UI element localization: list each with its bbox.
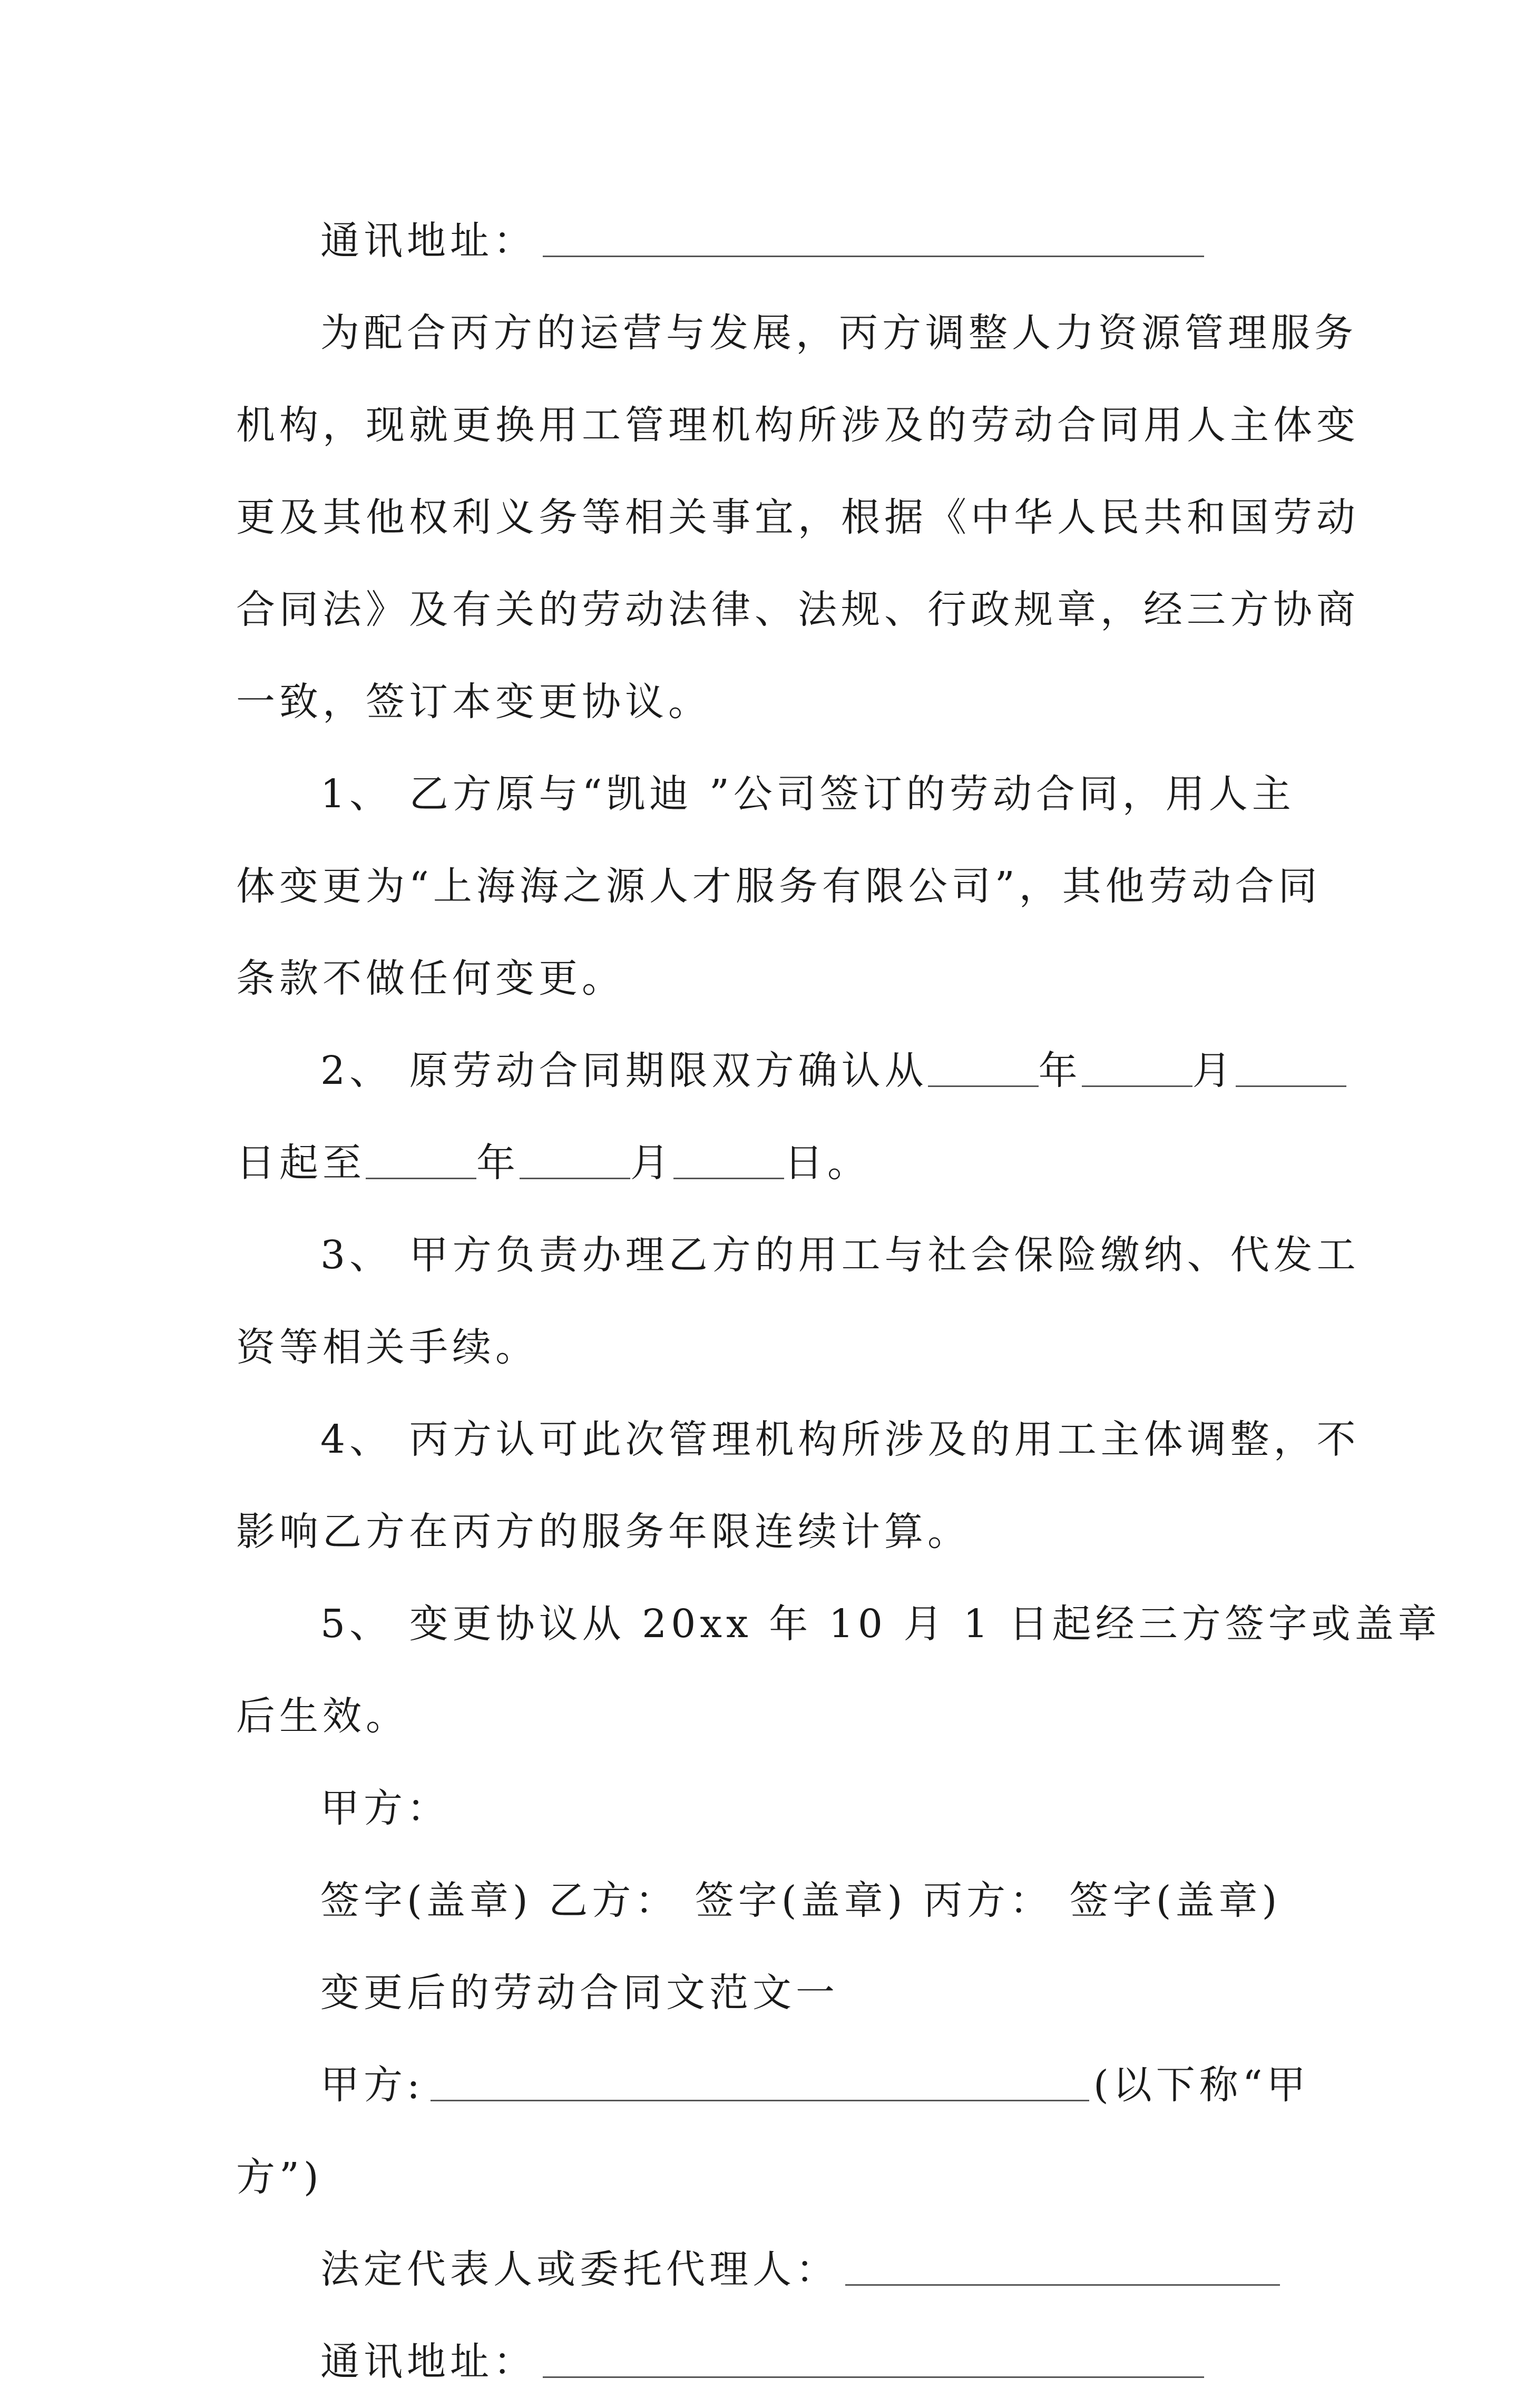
text-line: 更及其他权利义务等相关事宜，根据《中华人民共和国劳动 xyxy=(236,495,1360,540)
text-line: 5、 变更协议从 20xx 年 10 月 1 日起经三方签字或盖章 xyxy=(320,1601,1441,1647)
clause-3-line xyxy=(236,1301,1301,1394)
clause-4-line xyxy=(236,1486,1301,1578)
end-day-blank xyxy=(673,1139,784,1179)
section-heading xyxy=(236,1947,1301,2039)
party-a-name-line xyxy=(236,2131,1301,2224)
text-line: 4、 丙方认可此次管理机构所涉及的用工主体调整，不 xyxy=(320,1417,1360,1462)
clause-4-line xyxy=(236,1394,1360,1486)
year-unit: 年 xyxy=(1038,1048,1082,1093)
signature-line xyxy=(236,1855,1301,1947)
document-page xyxy=(236,195,1441,2408)
paragraph-intro-line xyxy=(236,564,1360,656)
text-line: 日起至 xyxy=(236,1140,366,1186)
address-blank xyxy=(543,217,1204,257)
clause-5-line xyxy=(236,1670,1301,1763)
month-unit: 月 xyxy=(1192,1048,1236,1093)
text-line: 后生效。 xyxy=(236,1694,409,1739)
clause-5-line xyxy=(236,1578,1441,1670)
party-a-label: 甲方: xyxy=(320,2062,424,2108)
paragraph-intro-line xyxy=(236,472,1360,564)
paragraph-intro-line xyxy=(236,287,1357,379)
text-line: 机构，现就更换用工管理机构所涉及的劳动合同用人主体变 xyxy=(236,403,1360,448)
text-line: 2、 原劳动合同期限双方确认从 xyxy=(320,1048,928,1093)
text-line: 3、 甲方负责办理乙方的用工与社会保险缴纳、代发工 xyxy=(320,1232,1360,1278)
text-line: 资等相关手续。 xyxy=(236,1325,539,1370)
paragraph-intro-line xyxy=(236,656,1301,748)
start-year-blank xyxy=(928,1046,1039,1087)
text-line: 方”) xyxy=(236,2155,323,2200)
clause-1-line xyxy=(236,840,1322,933)
party-a-name-line xyxy=(236,2039,1310,2131)
representative-label: 法定代表人或委托代理人： xyxy=(320,2247,839,2292)
clause-3-line xyxy=(236,1209,1360,1301)
address-line xyxy=(236,195,1301,287)
text-line: 1、 乙方原与“凯迪 ”公司签订的劳动合同，用人主 xyxy=(320,771,1295,817)
representative-line xyxy=(236,2224,1301,2316)
text-line: 条款不做任何变更。 xyxy=(236,956,625,1001)
start-month-blank xyxy=(1082,1046,1192,1087)
address-label: 通讯地址： xyxy=(320,2339,536,2384)
text-line: 为配合丙方的运营与发展，丙方调整人力资源管理服务 xyxy=(320,310,1357,356)
month-unit: 月 xyxy=(630,1140,673,1186)
day-unit: 日。 xyxy=(784,1140,871,1186)
year-unit: 年 xyxy=(476,1140,520,1186)
party-a-line xyxy=(236,1763,1301,1855)
text-line: 一致，签订本变更协议。 xyxy=(236,679,711,725)
text-line: 变更后的劳动合同文范文一 xyxy=(320,1970,839,2015)
clause-1-line xyxy=(236,748,1301,840)
address-label: 通讯地址： xyxy=(320,218,536,263)
clause-1-line xyxy=(236,933,1301,1025)
clause-2-line xyxy=(236,1025,1301,1117)
end-month-blank xyxy=(520,1139,630,1179)
clause-2-line xyxy=(236,1117,1301,1209)
party-a-suffix: (以下称“甲 xyxy=(1093,2062,1310,2108)
text-line: 影响乙方在丙方的服务年限连续计算。 xyxy=(236,1509,971,1554)
address-blank xyxy=(543,2337,1204,2378)
text-line: 体变更为“上海海之源人才服务有限公司”，其他劳动合同 xyxy=(236,864,1322,909)
end-year-blank xyxy=(366,1139,476,1179)
address-line xyxy=(236,2316,1301,2408)
representative-blank xyxy=(845,2245,1280,2286)
party-a-blank xyxy=(431,2061,1089,2101)
text-line: 甲方： xyxy=(320,1786,450,1831)
start-day-blank xyxy=(1236,1046,1346,1087)
text-line: 合同法》及有关的劳动法律、法规、行政规章，经三方协商 xyxy=(236,587,1360,632)
paragraph-intro-line xyxy=(236,379,1360,472)
text-line: 签字(盖章) 乙方： 签字(盖章) 丙方： 签字(盖章) xyxy=(320,1878,1282,1923)
